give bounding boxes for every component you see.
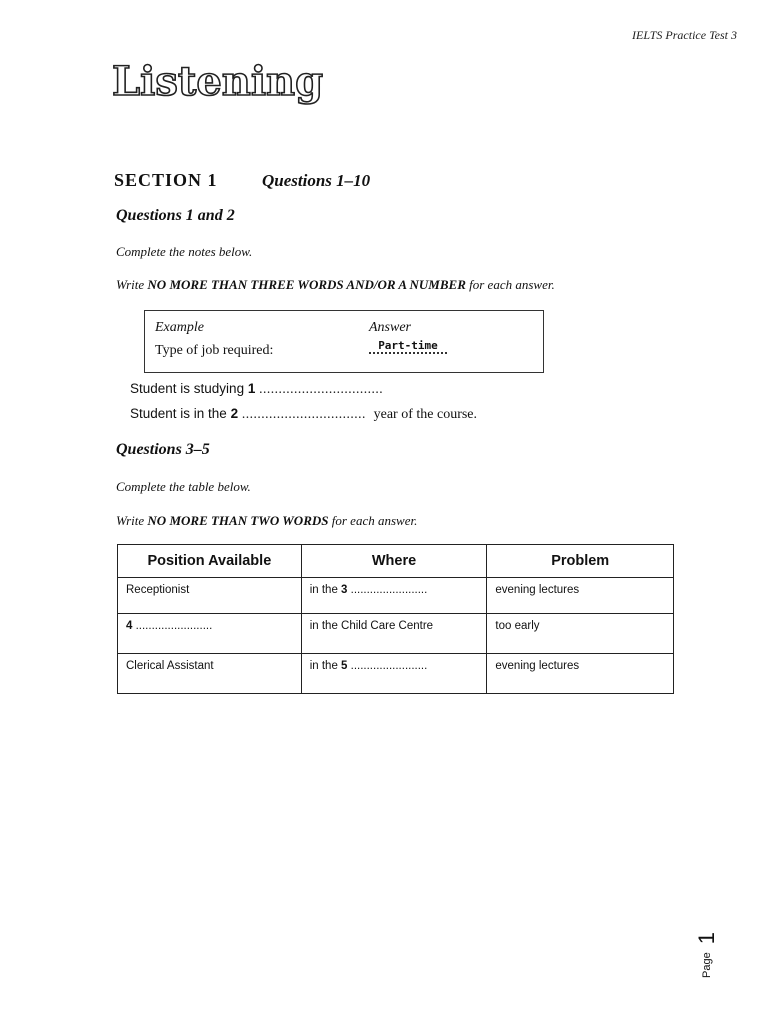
test-label: IELTS Practice Test 3 [632, 28, 737, 42]
word-limit-prefix: Write [116, 513, 148, 528]
q1-2-word-limit [116, 277, 555, 293]
q1-2-instruction: Complete the notes below. [116, 244, 253, 259]
line-1-text: Student is studying [130, 381, 248, 396]
word-limit-suffix: for each answer. [465, 277, 555, 292]
question-3-number: 3 [341, 584, 348, 596]
where-cell [301, 578, 487, 614]
answer-blank-5: ........................ [347, 660, 428, 672]
example-answer: Part-time [369, 339, 447, 354]
where-cell [301, 654, 487, 694]
answer-blank-4: ........................ [132, 620, 213, 632]
q3-5-word-limit [116, 513, 417, 529]
word-limit-bold: NO MORE THAN TWO WORDS [147, 513, 329, 528]
line-2-text: Student is in the [130, 406, 231, 421]
questions-1-2-heading: Questions 1 and 2 [116, 207, 235, 224]
where-cell: in the Child Care Centre [301, 614, 487, 654]
question-4-number: 4 [126, 620, 133, 632]
table-row [118, 578, 674, 614]
example-label: Example [155, 320, 204, 335]
problem-cell: evening lectures [487, 578, 674, 614]
line-2 [130, 406, 477, 423]
table-row [118, 654, 674, 694]
position-cell: Receptionist [118, 578, 302, 614]
word-limit-bold: NO MORE THAN THREE WORDS AND/OR A NUMBER [147, 277, 466, 292]
column-header: Position Available [118, 545, 302, 578]
questions-3-5-heading: Questions 3–5 [116, 441, 210, 458]
q3-5-instruction: Complete the table below. [116, 479, 251, 494]
page-label: Page [701, 952, 713, 978]
page-number: 1 [694, 932, 719, 945]
positions-table [117, 544, 674, 694]
question-5-number: 5 [341, 660, 348, 672]
section-label: SECTION 1 [114, 170, 218, 190]
word-limit-prefix: Write [116, 277, 148, 292]
line-1 [130, 381, 383, 397]
question-2-number: 2 [230, 406, 239, 421]
page-number-block [694, 918, 734, 978]
section-questions: Questions 1–10 [262, 171, 371, 190]
word-limit-suffix: for each answer. [328, 513, 418, 528]
column-header: Problem [487, 545, 674, 578]
answer-label: Answer [369, 320, 411, 335]
where-prefix: in the [309, 660, 342, 672]
answer-blank-3: ........................ [347, 584, 428, 596]
example-box [144, 310, 544, 373]
position-cell: Clerical Assistant [118, 654, 302, 694]
where-prefix: in the [309, 584, 342, 596]
question-1-number: 1 [247, 381, 256, 396]
example-item: Type of job required: [155, 343, 274, 358]
page-number-rotated [694, 918, 734, 978]
table-row [118, 614, 674, 654]
problem-cell: too early [487, 614, 674, 654]
answer-blank-2: ................................ [241, 406, 366, 421]
table-header-row [118, 545, 674, 578]
column-header: Where [301, 545, 487, 578]
position-cell [118, 614, 302, 654]
line-2-suffix: year of the course. [373, 407, 478, 422]
problem-cell: evening lectures [487, 654, 674, 694]
answer-blank-1: ................................ [259, 381, 384, 396]
page-title: Listening [112, 58, 324, 105]
